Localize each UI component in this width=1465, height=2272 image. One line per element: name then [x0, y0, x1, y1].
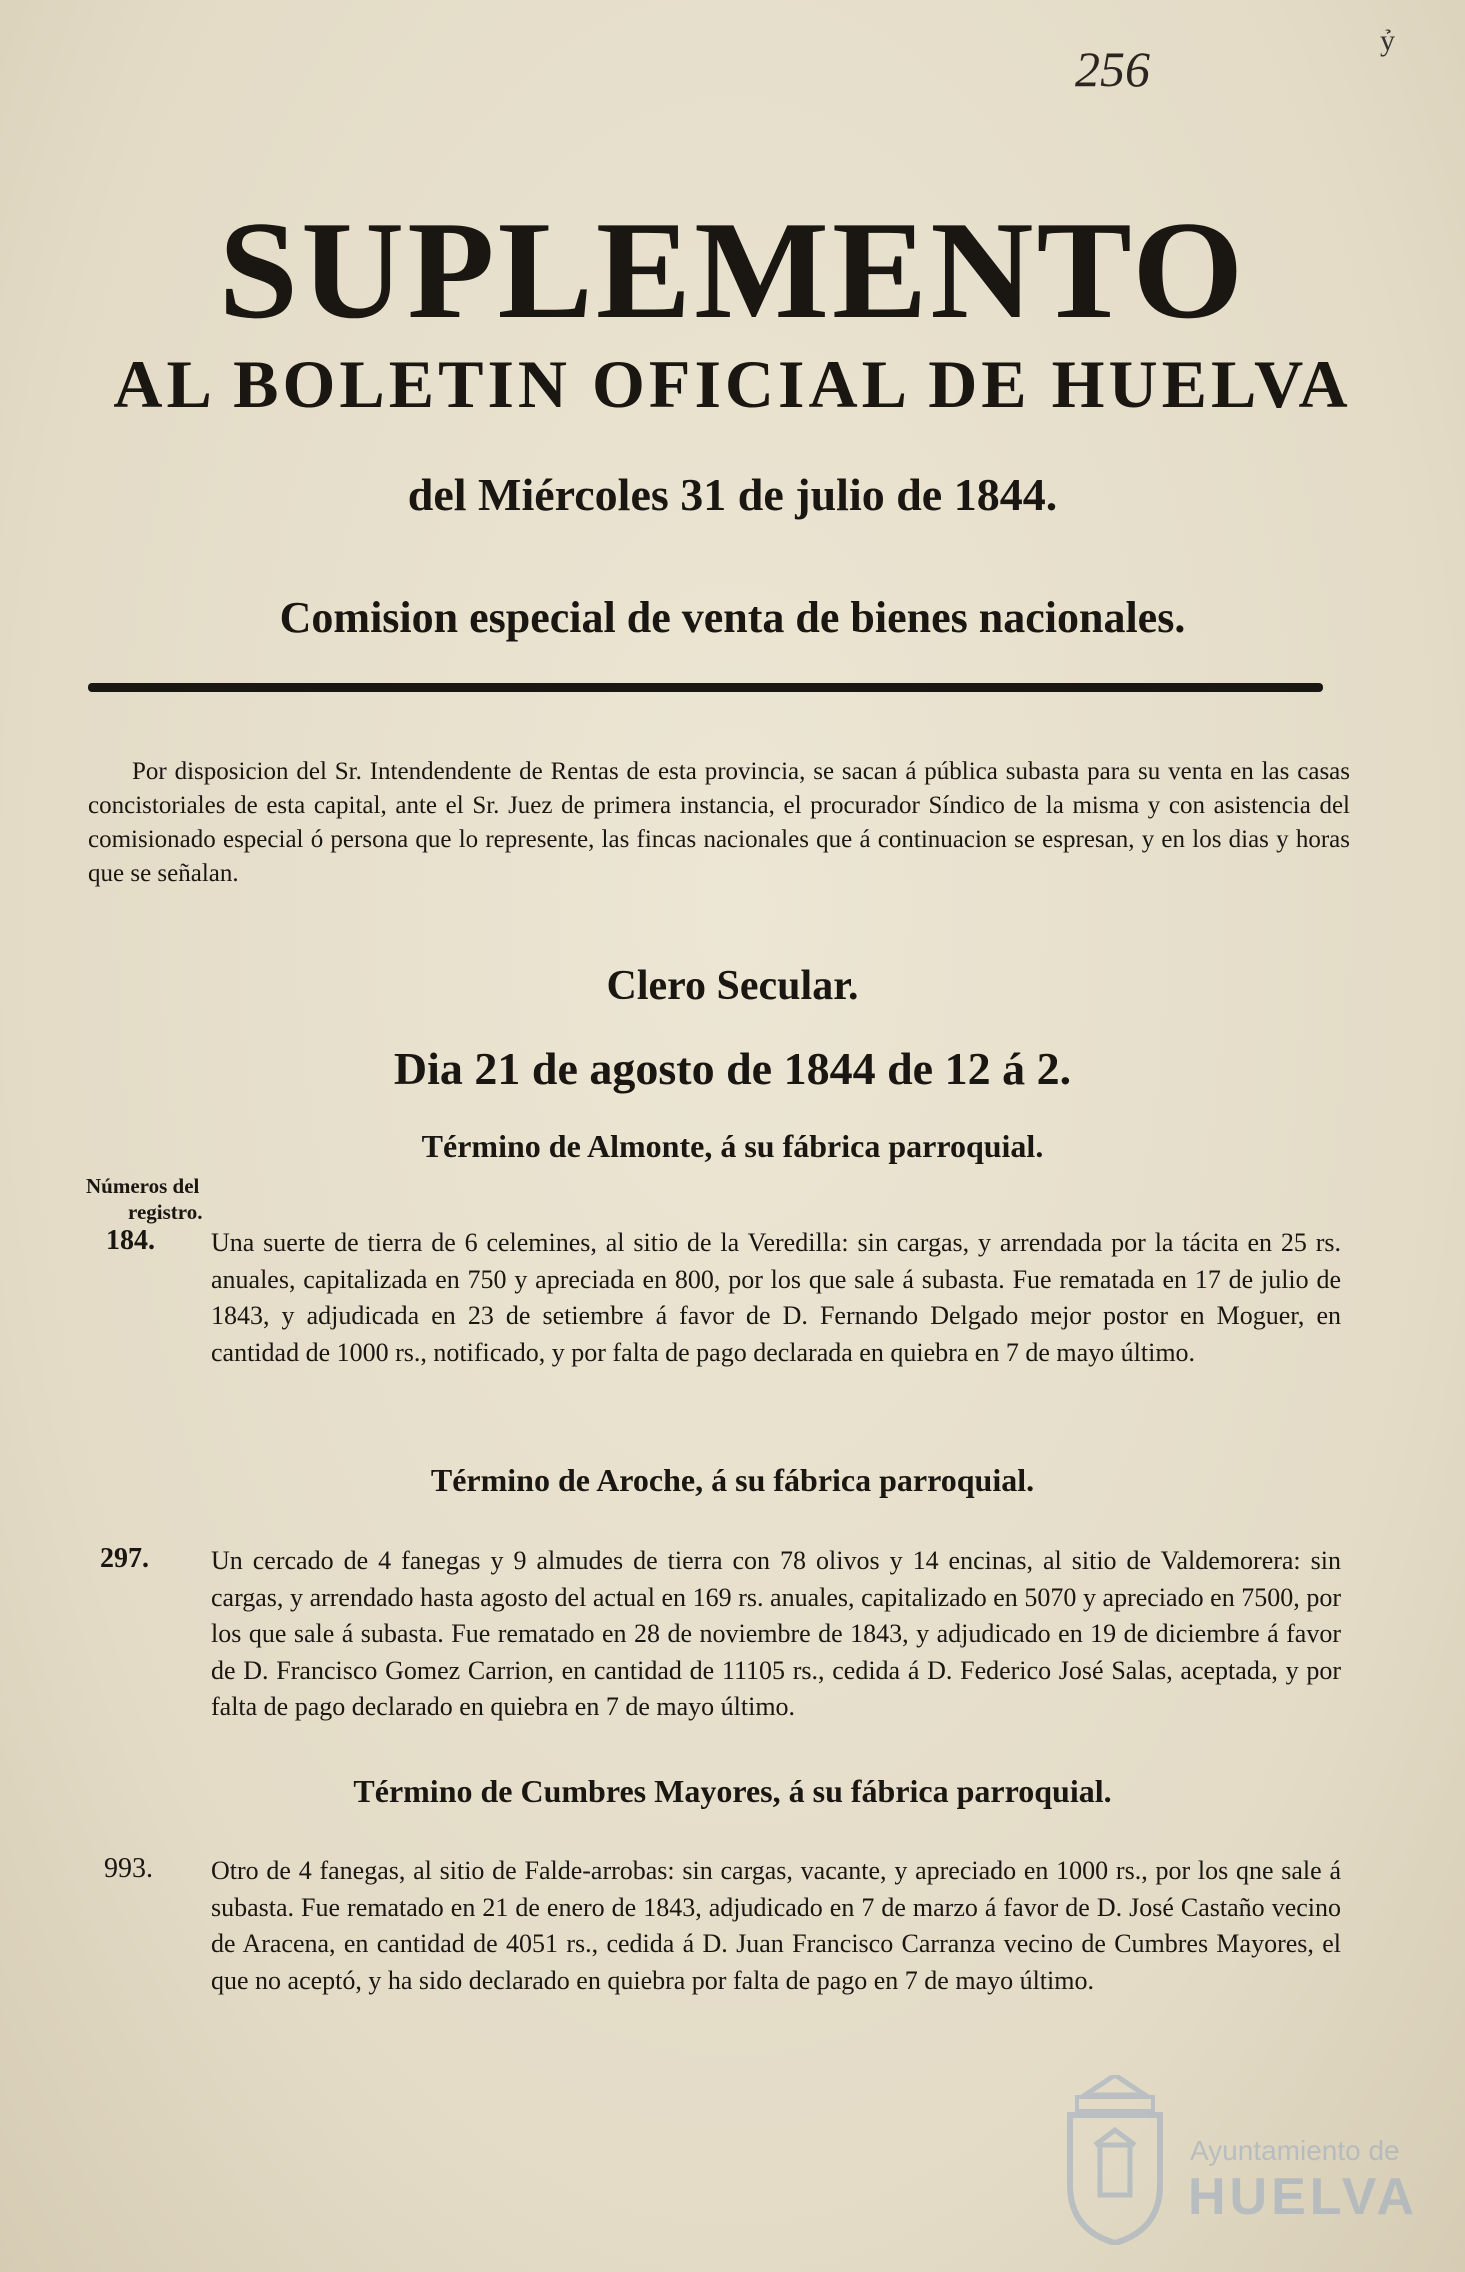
property-description: Una suerte de tierra de 6 celemines, al sitio de la Veredilla: sin cargas, y arrendada por la tácita en 25 rs. anuales, capitalizada en 750 y apreciada en 800, por los que sale á subasta. Fue rematada en 17 de julio de 1843, y adjudicada en 23 de setiembre á favor de D. Fernando Delgado mejor postor en Moguer, en cantidad de 1000 rs., notificado, y por falta de pago declarada en quiebra en 7 de mayo último. [211, 1228, 1341, 1367]
coat-of-arms-icon [1055, 2075, 1175, 2245]
heading-divider [88, 683, 1323, 692]
term-heading-aroche: Término de Aroche, á su fábrica parroquial. [430, 1462, 1035, 1498]
register-number: 184. [106, 1225, 155, 1256]
corner-mark: ỷ [1380, 24, 1395, 57]
publication-date: del Miércoles 31 de julio de 1844. [407, 469, 1058, 520]
document-title: SUPLEMENTO [218, 193, 1247, 348]
auction-date-heading: Dia 21 de agosto de 1844 de 12 á 2. [393, 1043, 1072, 1094]
term-heading-almonte: Término de Almonte, á su fábrica parroquial. [421, 1128, 1044, 1164]
register-number: 297. [100, 1543, 149, 1574]
register-label-line2: registro. [128, 1200, 203, 1224]
intro-paragraph: Por disposicion del Sr. Intendendente de Rentas de esta provincia, se sacan á pública subasta para su venta en las casas concistoriales de esta capital, ante el Sr. Juez de primera instancia, el procurador Síndico de la misma y con asistencia del comisionado especial ó persona que lo represente, las fincas nacionales que á continuacion se espresan, y en los dias y horas que se señalan. [88, 758, 1350, 887]
register-number: 993. [104, 1853, 153, 1884]
watermark-line1: Ayuntamiento de [1190, 2135, 1400, 2166]
register-label-line1: Números del [86, 1174, 200, 1198]
document-subtitle: AL BOLETIN OFICIAL DE HUELVA [113, 346, 1352, 422]
property-description: Un cercado de 4 fanegas y 9 almudes de tierra con 78 olivos y 14 encinas, al sitio de Valdemorera: sin cargas, y arrendado hasta agosto del actual en 169 rs. anuales, capitalizado en 5070 y apreciado en 7500, por los que sale á subasta. Fue rematado en 28 de noviembre de 1843, y adjudicado en 19 de diciembre á favor de D. Francisco Gomez Carrion, en cantidad de 11105 rs., cedida á D. Federico José Salas, aceptada, y por falta de pago declarado en quiebra en 7 de mayo último. [211, 1546, 1341, 1721]
watermark-line2: HUELVA [1188, 2168, 1419, 2226]
handwritten-page-number: 256 [1075, 41, 1150, 97]
archive-watermark [1055, 2075, 1419, 2245]
term-heading-cumbres-mayores: Término de Cumbres Mayores, á su fábrica parroquial. [353, 1773, 1112, 1809]
commission-heading: Comision especial de venta de bienes nacionales. [279, 593, 1186, 642]
property-description: Otro de 4 fanegas, al sitio de Falde-arrobas: sin cargas, vacante, y apreciado en 1000 rs., por los qne sale á subasta. Fue rematado en 21 de enero de 1843, adjudicado en 7 de marzo á favor de D. José Castaño vecino de Aracena, en cantidad de 4051 rs., cedida á D. Juan Francisco Carranza vecino de Cumbres Mayores, el que no aceptó, y ha sido declarado en quiebra por falta de pago en 7 de mayo último. [211, 1856, 1341, 1995]
category-heading: Clero Secular. [606, 963, 859, 1009]
register-number-label [86, 1173, 202, 1225]
